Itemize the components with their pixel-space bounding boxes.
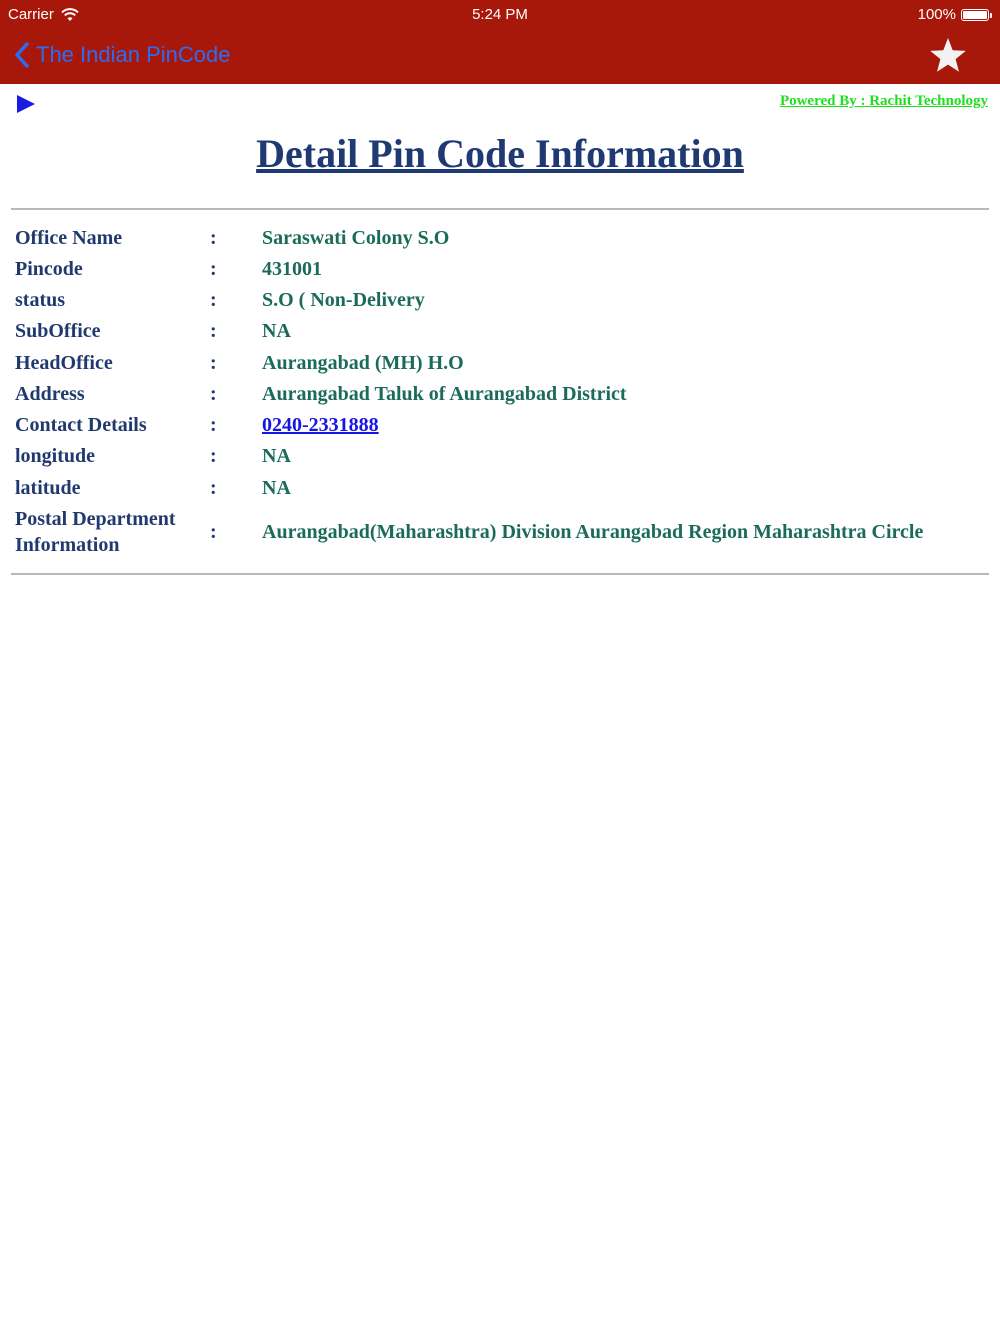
detail-value: NA <box>262 477 291 499</box>
detail-separator: : <box>210 445 217 467</box>
back-button-label: The Indian PinCode <box>36 42 231 67</box>
detail-label: Contact Details <box>15 414 147 436</box>
detail-separator: : <box>210 414 217 436</box>
detail-label: HeadOffice <box>15 352 113 374</box>
detail-label: Address <box>15 383 85 405</box>
detail-label: latitude <box>15 477 81 499</box>
detail-value: 431001 <box>262 258 322 280</box>
detail-separator: : <box>210 352 217 374</box>
detail-value: Aurangabad(Maharashtra) Division Aurangabad Region Maharashtra Circle <box>262 521 924 543</box>
detail-row-postal-department <box>15 506 990 560</box>
detail-separator: : <box>210 258 217 280</box>
detail-separator: : <box>210 521 217 543</box>
carrier-label: Carrier <box>8 6 54 23</box>
detail-value: NA <box>262 320 291 342</box>
favorite-star-icon[interactable] <box>928 36 968 76</box>
top-divider <box>11 208 989 210</box>
detail-label: Office Name <box>15 227 123 249</box>
status-time: 5:24 PM <box>472 6 528 23</box>
chevron-left-icon <box>14 41 30 69</box>
detail-separator: : <box>210 289 217 311</box>
detail-value: S.O ( Non-Delivery <box>262 289 425 311</box>
contact-phone-link[interactable]: 0240-2331888 <box>262 414 379 436</box>
detail-separator: : <box>210 227 217 249</box>
play-icon[interactable] <box>16 94 36 114</box>
detail-label: longitude <box>15 445 96 467</box>
detail-label: Pincode <box>15 258 83 280</box>
detail-value: Aurangabad Taluk of Aurangabad District <box>262 383 627 405</box>
detail-label: Postal Department Information <box>15 508 176 556</box>
detail-value: Aurangabad (MH) H.O <box>262 352 464 374</box>
detail-separator: : <box>210 477 217 499</box>
detail-label: SubOffice <box>15 320 101 342</box>
detail-separator: : <box>210 320 217 342</box>
status-battery <box>918 4 992 26</box>
back-button[interactable] <box>14 38 230 72</box>
navigation-bar <box>0 0 1000 84</box>
battery-icon <box>961 9 989 21</box>
battery-percent: 100% <box>917 6 956 23</box>
detail-value: Saraswati Colony S.O <box>262 227 450 249</box>
detail-value: NA <box>262 445 291 467</box>
powered-by-link[interactable]: Powered By : Rachit Technology <box>779 93 988 109</box>
page-title: Detail Pin Code Information <box>256 131 744 176</box>
bottom-divider <box>11 573 989 575</box>
detail-label: status <box>15 289 66 311</box>
detail-separator: : <box>210 383 217 405</box>
